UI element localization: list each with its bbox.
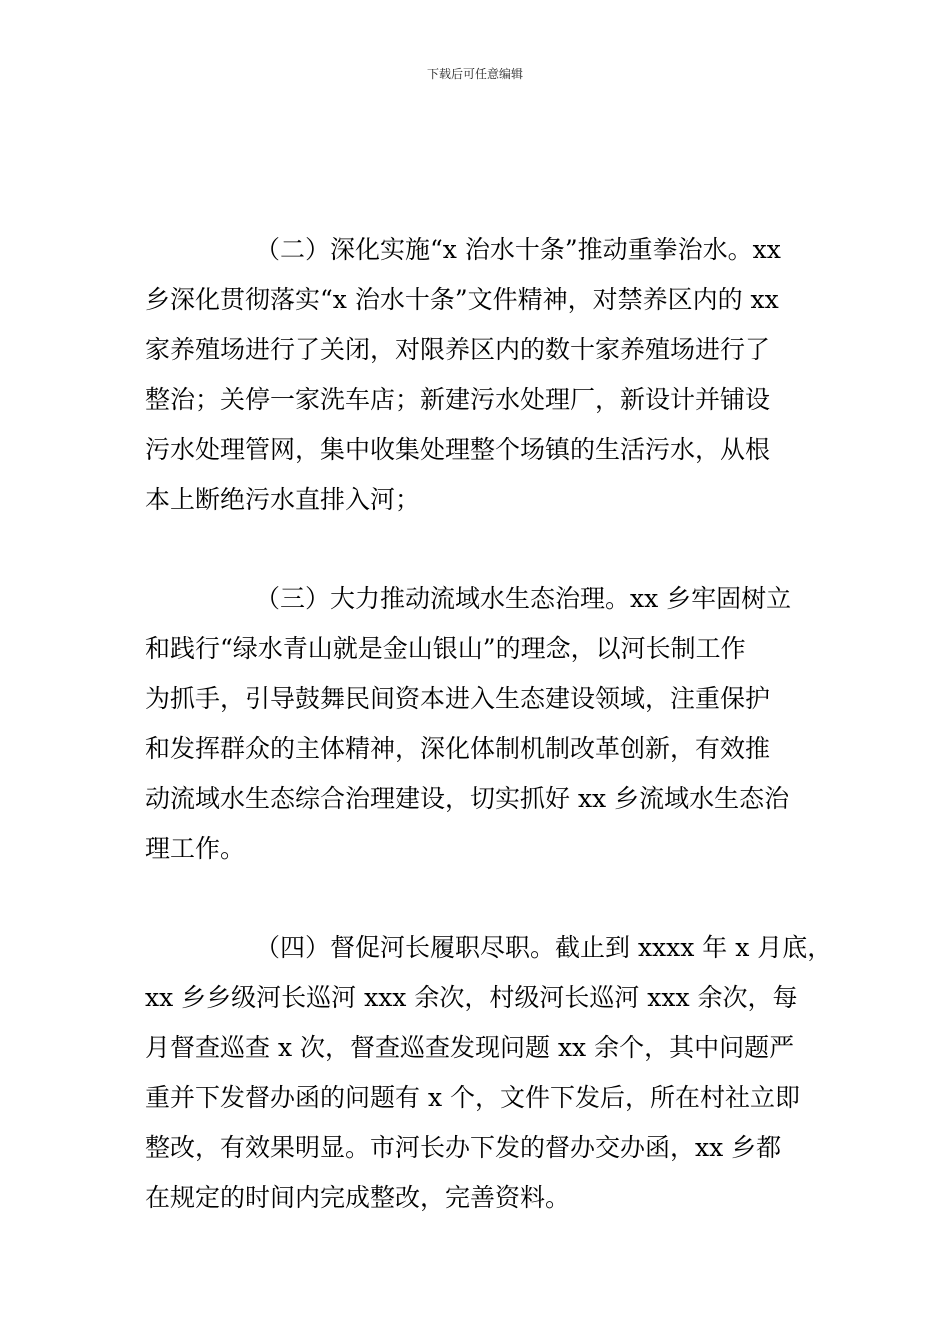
text-line: 动流域水生态综合治理建设，切实抓好 xx 乡流域水生态治	[145, 784, 790, 813]
paragraph-section-4	[145, 923, 833, 1223]
text-line: 月督查巡查 x 次，督查巡查发现问题 xx 余个，其中问题严	[145, 1033, 795, 1062]
paragraph-section-2	[145, 225, 821, 525]
text-line: 和发挥群众的主体精神，深化体制机制改革创新，有效推	[145, 734, 771, 763]
text-line: 整改，有效果明显。市河长办下发的督办交办函，xx 乡都	[145, 1133, 782, 1162]
text-line: 家养殖场进行了关闭，对限养区内的数十家养殖场进行了	[145, 335, 771, 364]
text-line: 为抓手，引导鼓舞民间资本进入生态建设领域，注重保护	[145, 684, 771, 713]
text-line: 在规定的时间内完成整改，完善资料。	[145, 1183, 571, 1212]
paragraph-section-3	[145, 574, 821, 874]
text-line: （三）大力推动流域水生态治理。xx 乡牢固树立	[255, 584, 792, 613]
text-line: 重并下发督办函的问题有 x 个，文件下发后，所在村社立即	[145, 1083, 800, 1112]
text-line: 乡深化贯彻落实“x 治水十条”文件精神，对禁养区内的 xx	[145, 285, 779, 314]
text-line: 整治；关停一家洗车店；新建污水处理厂，新设计并铺设	[145, 385, 771, 414]
text-line: 理工作。	[145, 834, 246, 863]
text-line: （二）深化实施“x 治水十条”推动重拳治水。xx	[255, 235, 781, 264]
text-line: 本上断绝污水直排入河；	[145, 485, 421, 514]
text-line: 污水处理管网，集中收集处理整个场镇的生活污水，从根	[145, 435, 771, 464]
text-line: xx 乡乡级河长巡河 xxx 余次，村级河长巡河 xxx 余次，每	[145, 983, 798, 1012]
text-line: （四）督促河长履职尽职。截止到 xxxx 年 x 月底，	[255, 933, 833, 962]
text-line: 和践行“绿水青山就是金山银山”的理念，以河长制工作	[145, 634, 746, 663]
page-header-note: 下载后可任意编辑	[426, 67, 523, 81]
